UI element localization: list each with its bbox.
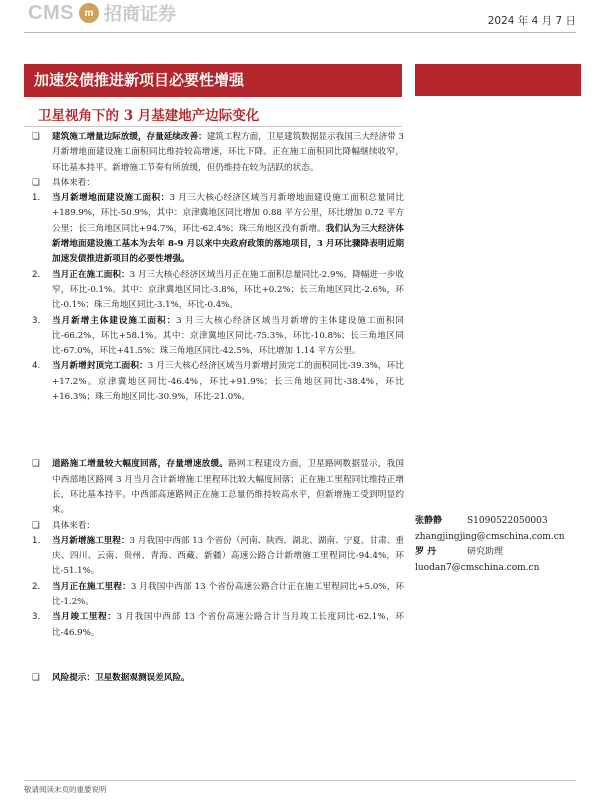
analyst-info — [415, 514, 590, 576]
risk-warning — [32, 671, 404, 686]
item-number: 2. — [32, 269, 41, 280]
item-heading: 当月正在施工里程： — [52, 581, 131, 592]
header-divider — [24, 32, 576, 33]
section-heading: 道路施工增量较大幅度回落，存量增速放缓。 — [52, 459, 229, 470]
list-item — [32, 580, 404, 611]
bullet-icon: ❑ — [32, 459, 40, 470]
list-item — [32, 268, 404, 314]
page-footer: 敬请阅读末页的重要说明 — [24, 780, 576, 795]
bullet-icon: ❑ — [32, 177, 40, 188]
item-number: 1. — [32, 193, 41, 204]
section-road — [32, 457, 404, 518]
list-item — [32, 314, 404, 360]
detail-intro — [32, 176, 404, 191]
item-number: 3. — [32, 612, 41, 623]
analyst-row — [415, 514, 590, 530]
side-banner — [415, 64, 581, 96]
item-heading: 当月新增施工里程： — [52, 535, 130, 546]
item-text: 3 月三大核心经济区域当月新增的主体建设施工面积同比-66.2%，环比+58.1%。其中：京津冀地区同比-75.3%，环比-10.8%；长三角地区同比-67.0%，环比+41.5%；珠三角地区同比-42.5%，环比增加 1.14 平方公里。 — [52, 315, 404, 357]
analyst-name: 张静静 — [415, 516, 443, 526]
detail-label: 具体来看： — [52, 520, 95, 531]
item-number: 3. — [32, 315, 41, 326]
item-heading: 当月竣工里程： — [52, 612, 117, 623]
logo-company-name: 招商证券 — [103, 4, 176, 25]
item-text: 3 月我国中西部 13 个省份（河南、陕西、湖北、湖南、宁夏、甘肃、重庆、四川、云南、贵州、青海、西藏、新疆）高速公路合计新增施工里程同比-94.4%，环比-51.1%。 — [52, 535, 404, 577]
section-text: 建筑工程方面，卫星建筑数据显示我国三大经济带 3 月新增地面建设施工面积同比维持较高增速，环比下降。正在施工面积同比降幅继续收窄，环比基本持平。新增施工节奏有所放缓，但仍维持在较为活跃的状态。 — [52, 132, 404, 173]
analyst-email[interactable]: zhangjingjing@cmschina.com.cn — [415, 531, 565, 542]
section-heading: 建筑施工增量边际放缓，存量延续改善： — [52, 132, 207, 142]
section-construction — [32, 130, 404, 176]
list-item — [32, 610, 404, 641]
company-logo — [28, 0, 176, 26]
item-number: 1. — [32, 535, 41, 546]
report-title: 加速发债推进新项目必要性增强 — [24, 64, 402, 96]
item-text: 3 月我国中西部 13 个省份高速公路合计正在施工里程同比+5.0%，环比-1.2%。 — [52, 581, 404, 608]
bullet-icon: ❑ — [32, 672, 40, 683]
report-date: 2024 年 4 月 7 日 — [487, 15, 576, 27]
subtitle-divider — [24, 126, 402, 127]
list-item — [32, 534, 404, 580]
title-underline — [24, 96, 402, 97]
item-text: 3 月我国中西部 13 个省份高速公路合计当月竣工长度同比-62.1%，环比-46.9%。 — [52, 612, 404, 638]
logo-cms-text: CMS — [28, 1, 74, 24]
main-content — [32, 130, 404, 686]
bullet-icon: ❑ — [32, 520, 40, 531]
analyst-code: S1090522050003 — [467, 516, 548, 526]
bullet-icon: ❑ — [32, 132, 40, 142]
section-spacer — [32, 405, 404, 457]
analyst-row — [415, 545, 590, 561]
analyst-role: 研究助理 — [467, 547, 504, 557]
logo-emblem-icon: m — [79, 3, 99, 23]
item-text: 3 月三大核心经济区域当月新增封顶完工的面积同比-39.3%，环比+17.2%。京津冀地区同比-46.4%，环比+91.9%；长三角地区同比-38.4%，环比+16.3%；珠三角地区同比-30.9%，环比-21.0%。 — [52, 361, 404, 403]
list-item — [32, 359, 404, 405]
detail-label: 具体来看： — [52, 177, 95, 188]
item-emphasis: 我们认为三大经济体新增地面建设施工基本为去年 8-9 月以来中央政府政策的落地项目，3 月环比骤降表明近期加速发债推进新项目的必要性增强。 — [52, 223, 404, 265]
item-text: 3 月三大核心经济区域当月正在施工面积总量同比-2.9%，降幅进一步收窄，环比-0.1%。其中：京津冀地区同比-3.8%，环比+0.2%；长三角地区同比-2.6%，环比-0.1%；珠三角地区同比-3.1%，环比-0.4%。 — [52, 269, 404, 311]
section-text: 路网工程建设方面，卫星路网数据显示，我国中西部地区路网 3 月当月合计新增施工里程环比较大幅度回落；正在施工里程同比维持正增长，环比基本持平。中西部高速路网正在施工总量仍维持较高水平，但新增施工受到明显约束。 — [52, 459, 404, 516]
item-heading: 当月正在施工面积： — [52, 269, 130, 280]
report-subtitle: 卫星视角下的 3 月基建地产边际变化 — [38, 108, 260, 124]
section-spacer — [32, 641, 404, 671]
risk-text: 卫星数据观测误差风险。 — [94, 672, 190, 683]
item-text: 3 月三大核心经济区域当月新增地面建设施工面积总量同比+189.9%，环比-50.9%，其中：京津冀地区同比增加 0.88 平方公里，环比增加 0.72 平方公里；长三角地区同比+94.7%，环比-62.4%；珠三角地区没有新增。 — [52, 193, 404, 234]
analyst-name: 罗 丹 — [415, 547, 437, 557]
item-number: 2. — [32, 581, 41, 592]
item-heading: 当月新增封顶完工面积： — [52, 361, 148, 372]
item-heading: 当月新增地面建设施工面积： — [52, 193, 170, 204]
item-number: 4. — [32, 361, 41, 372]
risk-label: 风险提示： — [52, 672, 95, 683]
list-item — [32, 191, 404, 267]
detail-intro — [32, 519, 404, 534]
item-heading: 当月新增主体建设施工面积： — [52, 315, 177, 326]
analyst-email[interactable]: luodan7@cmschina.com.cn — [415, 562, 540, 573]
